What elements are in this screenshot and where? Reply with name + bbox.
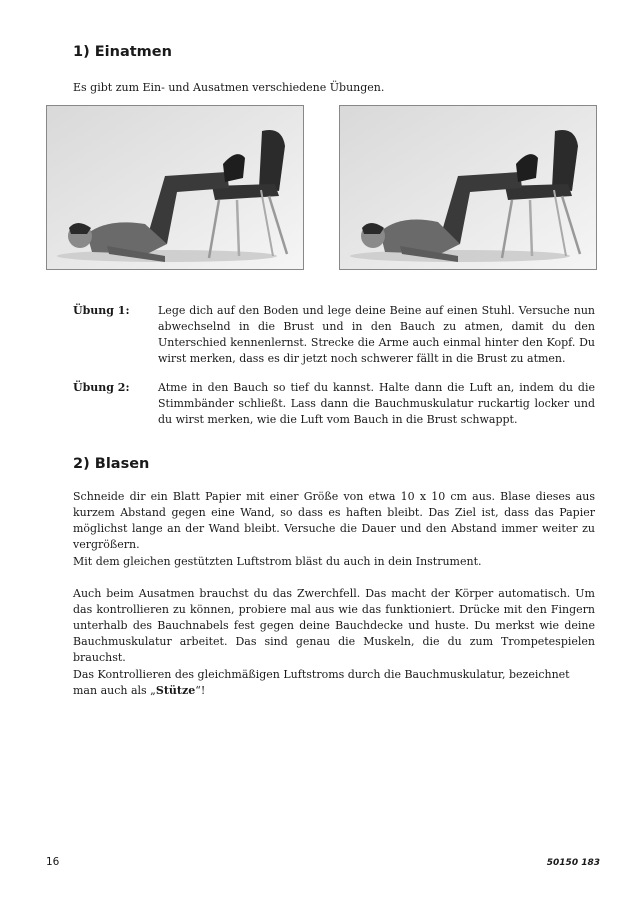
photo-2-illustration	[340, 106, 596, 269]
intro-text: Es gibt zum Ein- und Ausatmen verschiedene Übungen.	[73, 81, 385, 94]
exercise-2-label: Übung 2:	[73, 381, 130, 394]
exercise-photo-1	[46, 105, 304, 270]
exercise-1-label: Übung 1:	[73, 304, 130, 317]
page-number: 16	[46, 856, 60, 868]
stuetze-term: Stütze	[155, 684, 196, 697]
blasen-paragraph-1: Schneide dir ein Blatt Papier mit einer Größe von etwa 10 x 10 cm aus. Blase dieses aus kurzem Abstand gegen eine Wand, so dass es haften bleibt. Das Ziel ist, dass das Papier möglichst lange an der Wand bleibt. Versuche die Dauer und den Abstand immer weiter zu vergrößern.	[73, 490, 595, 551]
publication-code: 50150 183	[546, 858, 600, 868]
section-heading-einatmen: 1) Einatmen	[73, 44, 172, 60]
stuetze-text-before: Das Kontrollieren des gleichmäßigen Luftstroms durch die Bauchmuskulatur, bezeichnet man auch als „	[73, 668, 570, 697]
blasen-paragraph-2: Mit dem gleichen gestützten Luftstrom bläst du auch in dein Instrument.	[73, 555, 482, 568]
exercise-photo-2	[339, 105, 597, 270]
blasen-paragraph-3: Auch beim Ausatmen brauchst du das Zwerchfell. Das macht der Körper automatisch. Um das kontrollieren zu können, probiere mal aus wie das funktioniert. Drücke mit den Fingern unterhalb des Bauchnabels fest gegen deine Bauchdecke und huste. Du merkst wie deine Bauchmuskulatur arbeitet. Das sind genau die Muskeln, die du zum Trompetespielen brauchst.	[73, 587, 595, 664]
exercise-2-text: Atme in den Bauch so tief du kannst. Halte dann die Luft an, indem du die Stimmbänder schließt. Lass dann die Bauchmuskulatur ruckartig locker und du wirst merken, wie die Luft vom Bauch in die Brust schwappt.	[158, 381, 595, 426]
exercise-1-text: Lege dich auf den Boden und lege deine Beine auf einen Stuhl. Versuche nun abwechselnd in die Brust und in den Bauch zu atmen, damit du den Unterschied kennenlernst. Strecke die Arme auch einmal hinter den Kopf. Du wirst merken, dass es dir jetzt noch schwerer fällt in die Brust zu atmen.	[158, 304, 595, 365]
stuetze-text-after: “!	[195, 684, 206, 697]
blasen-paragraph-4	[73, 667, 595, 699]
section-heading-blasen: 2) Blasen	[73, 456, 150, 472]
photo-1-illustration	[47, 106, 303, 269]
